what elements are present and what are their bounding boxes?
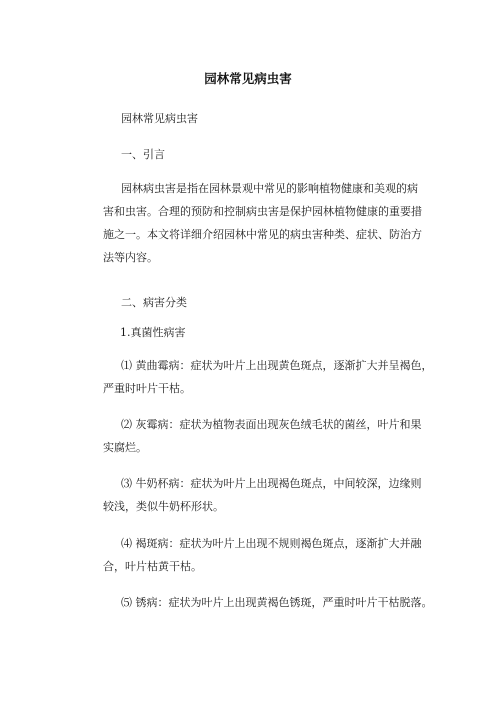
list-item-line: 较浅，类似牛奶杯形状。 bbox=[103, 500, 224, 513]
section-heading-disease-classification: 二、病害分类 bbox=[121, 296, 187, 309]
intro-line: 害和虫害。合理的预防和控制病虫害是保护园林植物健康的重要措 bbox=[103, 205, 422, 218]
subsection-heading-fungal-diseases: 1.真菌性病害 bbox=[120, 326, 186, 339]
list-item bbox=[103, 532, 422, 578]
list-item bbox=[103, 354, 433, 400]
intro-line: 施之一。本文将详细介绍园林中常见的病虫害种类、症状、防治方 bbox=[103, 228, 422, 241]
list-item-line: 严重时叶片干枯。 bbox=[103, 382, 191, 395]
document-subtitle: 园林常见病虫害 bbox=[121, 112, 198, 125]
intro-line: 园林病虫害是指在园林景观中常见的影响植物健康和美观的病 bbox=[121, 182, 418, 195]
list-item-line: ⑵ 灰霉病：症状为植物表面出现灰色绒毛状的菌丝，叶片和果 bbox=[121, 418, 422, 431]
section-heading-introduction: 一、引言 bbox=[121, 148, 165, 161]
list-item-line: ⑸ 锈病：症状为叶片上出现黄褐色锈斑，严重时叶片干枯脱落。 bbox=[121, 596, 433, 609]
list-item bbox=[103, 591, 433, 614]
list-item-line: ⑶ 牛奶杯病：症状为叶片上出现褐色斑点，中间较深，边缘则 bbox=[121, 477, 422, 490]
list-item-line: ⑴ 黄曲霉病：症状为叶片上出现黄色斑点，逐渐扩大并呈褐色， bbox=[121, 359, 433, 372]
list-item bbox=[103, 413, 422, 459]
list-item bbox=[103, 472, 422, 518]
list-item-line: ⑷ 褐斑病：症状为叶片上出现不规则褐色斑点，逐渐扩大并融 bbox=[121, 537, 422, 550]
list-item-line: 实腐烂。 bbox=[103, 441, 147, 454]
intro-paragraph bbox=[103, 177, 422, 269]
list-item-line: 合，叶片枯黄干枯。 bbox=[103, 560, 202, 573]
intro-line: 法等内容。 bbox=[103, 251, 158, 264]
document-title: 园林常见病虫害 bbox=[204, 71, 292, 86]
